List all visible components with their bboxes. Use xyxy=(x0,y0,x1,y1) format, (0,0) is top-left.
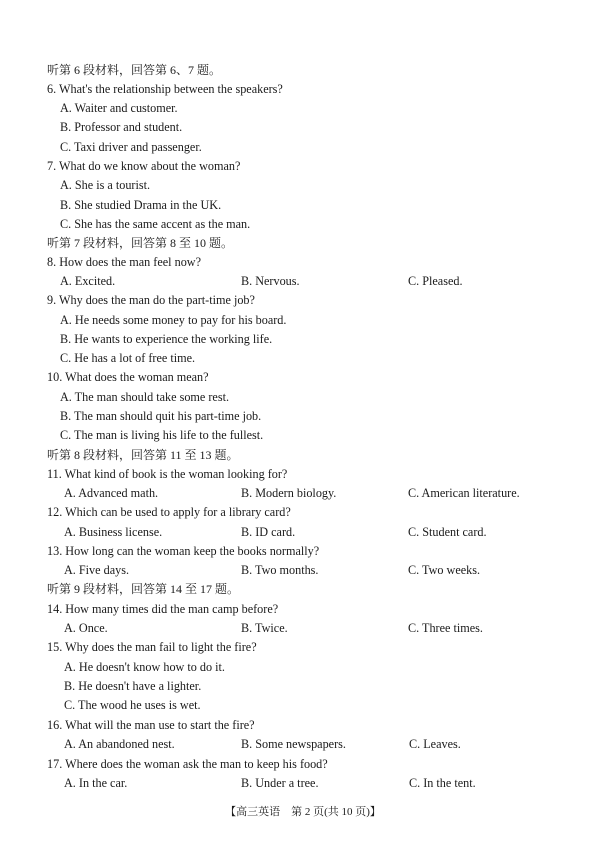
option-b: B. ID card. xyxy=(241,525,296,539)
option-c: C. Taxi driver and passenger. xyxy=(60,140,202,154)
question-10 xyxy=(47,368,209,387)
question-17 xyxy=(47,755,328,774)
option-a: A. In the car. xyxy=(64,776,128,790)
option-c: C. Student card. xyxy=(408,525,487,539)
option-b: B. Modern biology. xyxy=(241,486,337,500)
question-9 xyxy=(47,291,255,310)
option-b: B. He wants to experience the working life. xyxy=(60,332,273,346)
option-c: C. In the tent. xyxy=(409,776,476,790)
question-text: What does the woman mean? xyxy=(65,370,209,384)
question-text: Which can be used to apply for a library card? xyxy=(65,505,291,519)
option-c: C. The wood he uses is wet. xyxy=(64,698,201,712)
option-c: C. Three times. xyxy=(408,621,483,635)
question-number: 8. xyxy=(47,255,57,269)
option-a: A. The man should take some rest. xyxy=(60,390,230,404)
option-a: A. Five days. xyxy=(64,563,129,577)
option-b: B. Some newspapers. xyxy=(241,737,346,751)
option-c: C. Two weeks. xyxy=(408,563,481,577)
question-text: How long can the woman keep the books normally? xyxy=(65,544,320,558)
question-text: What kind of book is the woman looking for? xyxy=(64,467,288,481)
question-number: 13. xyxy=(47,544,63,558)
section-heading: 听第 7 段材料，回答第 8 至 10 题。 xyxy=(47,236,234,250)
question-13 xyxy=(47,542,319,561)
option-a: A. Waiter and customer. xyxy=(60,101,178,115)
option-b: B. Two months. xyxy=(241,563,319,577)
question-14 xyxy=(47,600,278,619)
option-b: B. Nervous. xyxy=(241,274,300,288)
option-a: A. He needs some money to pay for his board. xyxy=(60,313,287,327)
question-number: 14. xyxy=(47,602,63,616)
question-number: 15. xyxy=(47,640,63,654)
question-text: Why does the man do the part-time job? xyxy=(58,293,255,307)
question-number: 11. xyxy=(47,467,62,481)
option-a: A. He doesn't know how to do it. xyxy=(64,660,225,674)
question-text: Why does the man fail to light the fire? xyxy=(65,640,257,654)
section-heading: 听第 8 段材料，回答第 11 至 13 题。 xyxy=(47,448,239,462)
question-number: 16. xyxy=(47,718,63,732)
option-b: B. The man should quit his part-time job. xyxy=(60,409,262,423)
question-text: Where does the woman ask the man to keep his food? xyxy=(65,757,328,771)
question-number: 12. xyxy=(47,505,63,519)
question-8 xyxy=(47,253,201,272)
question-text: How many times did the man camp before? xyxy=(65,602,279,616)
question-11 xyxy=(47,465,287,484)
question-6 xyxy=(47,80,283,99)
question-text: What will the man use to start the fire? xyxy=(65,718,255,732)
question-text: What do we know about the woman? xyxy=(58,159,241,173)
option-c: C. Leaves. xyxy=(409,737,461,751)
question-number: 17. xyxy=(47,757,63,771)
option-c: C. Pleased. xyxy=(408,274,463,288)
option-a: A. She is a tourist. xyxy=(60,178,151,192)
option-c: C. He has a lot of free time. xyxy=(60,351,196,365)
option-b: B. Professor and student. xyxy=(60,120,183,134)
question-number: 7. xyxy=(47,159,57,173)
option-b: B. Under a tree. xyxy=(241,776,319,790)
option-a: A. Once. xyxy=(64,621,108,635)
option-a: A. Advanced math. xyxy=(64,486,159,500)
question-12 xyxy=(47,503,291,522)
question-number: 9. xyxy=(47,293,57,307)
option-b: B. She studied Drama in the UK. xyxy=(60,198,222,212)
option-c: C. She has the same accent as the man. xyxy=(60,217,251,231)
question-15 xyxy=(47,638,257,657)
option-b: B. Twice. xyxy=(241,621,288,635)
question-16 xyxy=(47,716,255,735)
option-a: A. Business license. xyxy=(64,525,163,539)
section-heading: 听第 9 段材料，回答第 14 至 17 题。 xyxy=(47,582,240,596)
question-text: How does the man feel now? xyxy=(59,255,201,269)
option-c: C. American literature. xyxy=(408,486,520,500)
question-text: What's the relationship between the speakers? xyxy=(58,82,283,96)
section-heading: 听第 6 段材料，回答第 6、7 题。 xyxy=(47,63,222,77)
option-c: C. The man is living his life to the fullest. xyxy=(60,428,264,442)
question-number: 10. xyxy=(47,370,63,384)
question-number: 6. xyxy=(47,82,57,96)
option-a: A. Excited. xyxy=(60,274,116,288)
page-footer: 【高三英语 第 2 页(共 10 页)】 xyxy=(225,806,381,818)
question-7 xyxy=(47,157,240,176)
option-b: B. He doesn't have a lighter. xyxy=(64,679,202,693)
option-a: A. An abandoned nest. xyxy=(64,737,175,751)
